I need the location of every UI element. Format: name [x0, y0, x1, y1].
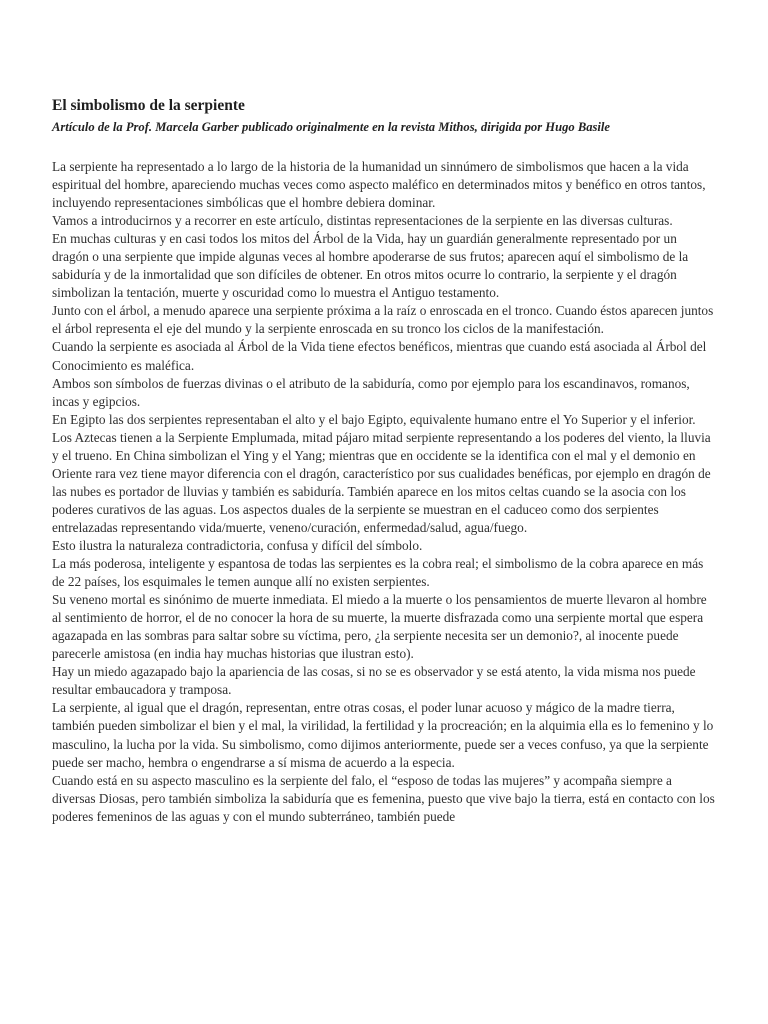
- document-page: [52, 96, 716, 826]
- paragraph-tree-of-knowledge: Cuando la serpiente es asociada al Árbol de la Vida tiene efectos benéficos, mientras que cuando está asociada al Árbol del Conocimiento es maléfica.: [52, 339, 707, 373]
- paragraph-king-cobra: La más poderosa, inteligente y espantosa de todas las serpientes es la cobra real; el simbolismo de la cobra aparece en más de 22 países, los esquimales le temen aunque allí no existen serpientes.: [52, 556, 704, 590]
- document-body: [52, 158, 716, 826]
- paragraph-tree-of-life: En muchas culturas y en casi todos los mitos del Árbol de la Vida, hay un guardián generalmente representado por un dragón o una serpiente que impide algunas veces al hombre apoderarse de sus frutos; aparecen aquí el simbolismo de la sabiduría y de la inmortalidad que son difíciles de obtener. En otros mitos ocurre lo contrario, la serpiente y el dragón simbolizan la tentación, muerte y oscuridad como lo muestra el Antiguo testamento.: [52, 231, 689, 301]
- paragraph-tree-and-serpent: Junto con el árbol, a menudo aparece una serpiente próxima a la raíz o enroscada en el tronco. Cuando éstos aparecen juntos el árbol representa el eje del mundo y la serpiente enroscada en su tronco los ciclos de la manifestación.: [52, 303, 714, 337]
- paragraph-divine-forces: Ambos son símbolos de fuerzas divinas o el atributo de la sabiduría, como por ejemplo para los escandinavos, romanos, incas y egipcios.: [52, 375, 690, 409]
- paragraph-masculine-aspect: Cuando está en su aspecto masculino es la serpiente del falo, el “esposo de todas las mujeres” y acompaña siempre a diversas Diosas, pero también simboliza la sabiduría que es femenina, puesto que vive bajo la tierra, está en contacto con los poderes femeninos de las aguas y con el mundo subterráneo, también puede: [52, 772, 715, 824]
- document-subtitle: Artículo de la Prof. Marcela Garber publicado originalmente en la revista Mithos, dirigida por Hugo Basile: [52, 120, 610, 134]
- paragraph-egypt-aztecs-china: En Egipto las dos serpientes representaban el alto y el bajo Egipto, equivalente humano entre el Yo Superior y el inferior. Los Aztecas tienen a la Serpiente Emplumada, mitad pájaro mitad serpiente representando a los poderes del viento, la lluvia y el trueno. En China simbolizan el Ying y el Yang; mientras que en occidente se la identifica con el mal y el demonio en Oriente rara vez tiene mayor diferencia con el dragón, característico por sus cualidades benéficas, por ejemplo en dragón de las nubes es portador de lluvias y también es sabiduría. También aparece en los mitos celtas cuando se la asocia con los poderes curativos de las aguas. Los aspectos duales de la serpiente se muestran en el caduceo como dos serpientes entrelazadas representando vida/muerte, veneno/curación, enfermedad/salud, agua/fuego.: [52, 411, 711, 535]
- document-title: El simbolismo de la serpiente: [52, 97, 245, 114]
- paragraph-contradictory-nature: Esto ilustra la naturaleza contradictoria, confusa y difícil del símbolo.: [52, 537, 423, 553]
- paragraph-mortal-venom: Su veneno mortal es sinónimo de muerte inmediata. El miedo a la muerte o los pensamientos de muerte llevaron al hombre al sentimiento de horror, el de no conocer la hora de su muerte, la muerte disfrazada como una serpiente mortal que espera agazapada en las sombras para saltar sobre su víctima, pero, ¿la serpiente necesita ser un demonio?, al inocente puede parecerle amistosa (en india hay muchas historias que ilustran esto).: [52, 592, 707, 662]
- paragraph-lunar-power: La serpiente, al igual que el dragón, representan, entre otras cosas, el poder lunar acuoso y mágico de la madre tierra, también pueden simbolizar el bien y el mal, la virilidad, la fertilidad y la procreación; en la alquimia ella es lo femenino y lo masculino, la lucha por la vida. Su simbolismo, como dijimos anteriormente, puede ser a veces confuso, ya que la serpiente puede ser macho, hembra o engendrarse a sí misma de acuerdo a la especia.: [52, 700, 714, 770]
- paragraph-hidden-fear: Hay un miedo agazapado bajo la apariencia de las cosas, si no se es observador y se está atento, la vida misma nos puede resultar embaucadora y tramposa.: [52, 664, 696, 698]
- paragraph-cultures: Vamos a introducirnos y a recorrer en este artículo, distintas representaciones de la serpiente en las diversas culturas.: [52, 213, 673, 229]
- paragraph-intro: La serpiente ha representado a lo largo de la historia de la humanidad un sinnúmero de simbolismos que hacen a la vida espiritual del hombre, apareciendo muchas veces como aspecto maléfico en determinados mitos y benéfico en otros tantos, incluyendo representaciones simbólicas que el hombre debiera dominar.: [52, 159, 706, 211]
